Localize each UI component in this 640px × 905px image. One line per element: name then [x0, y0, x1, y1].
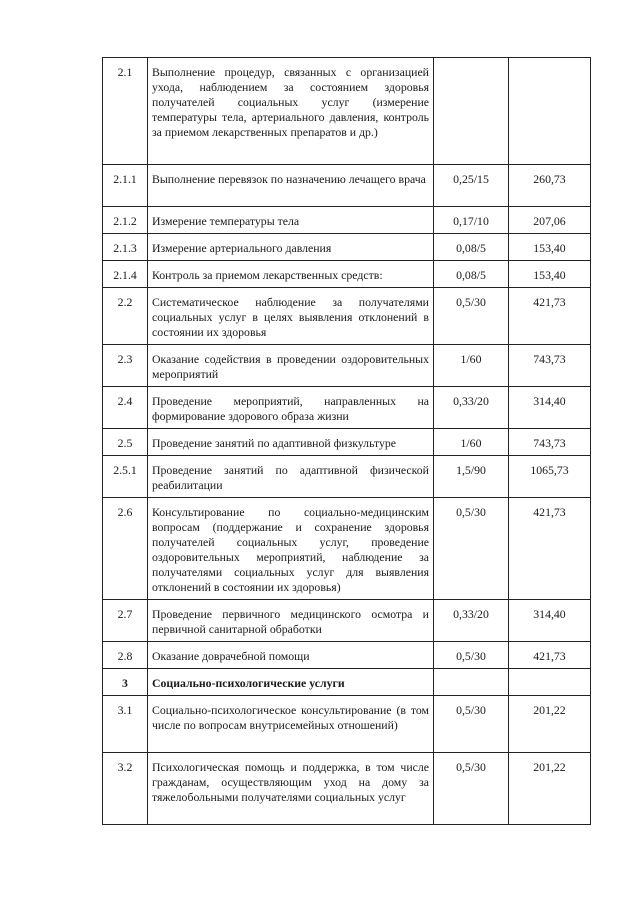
row-number: 2.3 [103, 345, 148, 387]
service-price: 201,22 [509, 696, 591, 753]
section-number: 3 [103, 669, 148, 696]
service-name: Выполнение процедур, связанных с организацией ухода, наблюдением за состоянием здоровья получателей социальных услуг (измерение температуры тела, артериального давления, контроль за приемом лекарственных препаратов и др.) [148, 58, 434, 165]
row-number: 2.6 [103, 498, 148, 600]
row-number: 2.1.3 [103, 234, 148, 261]
services-price-table [102, 57, 591, 825]
service-time: 0,5/30 [434, 753, 509, 825]
table-row [103, 58, 591, 165]
table-row [103, 288, 591, 345]
service-price [509, 58, 591, 165]
service-time [434, 58, 509, 165]
service-time: 1,5/90 [434, 456, 509, 498]
service-price: 201,22 [509, 753, 591, 825]
table-row [103, 207, 591, 234]
service-time: 0,17/10 [434, 207, 509, 234]
service-time: 0,5/30 [434, 642, 509, 669]
service-time [434, 669, 509, 696]
row-number: 2.4 [103, 387, 148, 429]
service-price: 421,73 [509, 288, 591, 345]
table-row [103, 429, 591, 456]
service-time: 0,5/30 [434, 288, 509, 345]
table-row [103, 387, 591, 429]
service-name: Оказание доврачебной помощи [148, 642, 434, 669]
service-name: Оказание содействия в проведении оздоровительных мероприятий [148, 345, 434, 387]
service-name: Проведение первичного медицинского осмотра и первичной санитарной обработки [148, 600, 434, 642]
service-price: 207,06 [509, 207, 591, 234]
table-row [103, 696, 591, 753]
service-name: Контроль за приемом лекарственных средств: [148, 261, 434, 288]
service-time: 0,5/30 [434, 498, 509, 600]
row-number: 2.8 [103, 642, 148, 669]
service-time: 0,33/20 [434, 600, 509, 642]
service-time: 0,08/5 [434, 234, 509, 261]
service-price: 260,73 [509, 165, 591, 207]
table-row [103, 261, 591, 288]
row-number: 2.7 [103, 600, 148, 642]
table-row [103, 753, 591, 825]
service-name: Социально-психологическое консультирование (в том числе по вопросам внутрисемейных отношений) [148, 696, 434, 753]
service-name: Проведение занятий по адаптивной физической реабилитации [148, 456, 434, 498]
service-name: Измерение артериального давления [148, 234, 434, 261]
row-number: 2.1.4 [103, 261, 148, 288]
section-title: Социально-психологические услуги [148, 669, 434, 696]
table-row [103, 165, 591, 207]
service-name: Выполнение перевязок по назначению лечащего врача [148, 165, 434, 207]
service-time: 1/60 [434, 429, 509, 456]
row-number: 2.2 [103, 288, 148, 345]
table-row [103, 456, 591, 498]
row-number: 2.1.1 [103, 165, 148, 207]
service-price: 421,73 [509, 498, 591, 600]
service-name: Проведение занятий по адаптивной физкультуре [148, 429, 434, 456]
service-price: 421,73 [509, 642, 591, 669]
service-name: Психологическая помощь и поддержка, в том числе гражданам, осуществляющим уход на дому за тяжелобольными получателями социальных услуг [148, 753, 434, 825]
service-time: 1/60 [434, 345, 509, 387]
table-row [103, 600, 591, 642]
section-header-row [103, 669, 591, 696]
row-number: 2.5.1 [103, 456, 148, 498]
service-time: 0,33/20 [434, 387, 509, 429]
service-price: 314,40 [509, 600, 591, 642]
row-number: 2.1 [103, 58, 148, 165]
service-time: 0,08/5 [434, 261, 509, 288]
service-time: 0,25/15 [434, 165, 509, 207]
table-row [103, 345, 591, 387]
row-number: 3.1 [103, 696, 148, 753]
row-number: 2.5 [103, 429, 148, 456]
service-price: 153,40 [509, 234, 591, 261]
row-number: 3.2 [103, 753, 148, 825]
service-time: 0,5/30 [434, 696, 509, 753]
table-row [103, 234, 591, 261]
table-row [103, 642, 591, 669]
table-row [103, 498, 591, 600]
service-price: 314,40 [509, 387, 591, 429]
service-price: 1065,73 [509, 456, 591, 498]
service-name: Консультирование по социально-медицинским вопросам (поддержание и сохранение здоровья получателей социальных услуг, проведение оздоровительных мероприятий, наблюдение за получателями социальных услуг для выявления отклонений в состоянии их здоровья) [148, 498, 434, 600]
service-price: 743,73 [509, 429, 591, 456]
service-price: 743,73 [509, 345, 591, 387]
row-number: 2.1.2 [103, 207, 148, 234]
service-price: 153,40 [509, 261, 591, 288]
service-name: Проведение мероприятий, направленных на формирование здорового образа жизни [148, 387, 434, 429]
service-name: Систематическое наблюдение за получателями социальных услуг в целях выявления отклонений в состоянии их здоровья [148, 288, 434, 345]
service-price [509, 669, 591, 696]
service-name: Измерение температуры тела [148, 207, 434, 234]
